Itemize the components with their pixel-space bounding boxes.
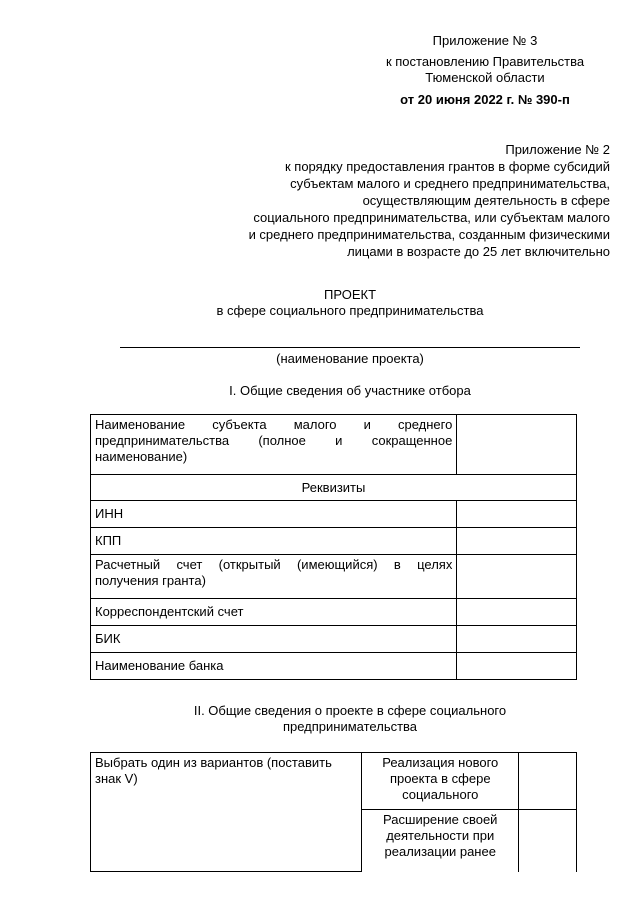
corr-account-value[interactable] bbox=[457, 599, 577, 626]
account-label: Расчетный счет (открытый (имеющийся) в целях получения гранта) bbox=[91, 555, 457, 599]
corr-account-label: Корреспондентский счет bbox=[91, 599, 457, 626]
kpp-label: КПП bbox=[91, 528, 457, 555]
project-title: ПРОЕКТ bbox=[323, 287, 377, 302]
option-new-project-checkbox[interactable] bbox=[519, 753, 577, 810]
bank-name-label: Наименование банка bbox=[91, 653, 457, 680]
appendix3-line1: к постановлению Правительства bbox=[385, 54, 585, 69]
appendix3-title: Приложение № 3 bbox=[432, 33, 538, 48]
appendix3-line2: Тюменской области bbox=[425, 70, 545, 85]
bank-name-value[interactable] bbox=[457, 653, 577, 680]
appendix3-date: от 20 июня 2022 г. № 390-п bbox=[400, 92, 570, 107]
account-value[interactable] bbox=[457, 555, 577, 599]
appendix2-line: и среднего предпринимательства, созданным физическими bbox=[248, 227, 610, 242]
choose-option-label: Выбрать один из вариантов (поставить знак V) bbox=[91, 753, 362, 872]
subject-name-value[interactable] bbox=[457, 415, 577, 475]
project-info-table bbox=[90, 752, 577, 872]
project-name-underline[interactable] bbox=[120, 347, 580, 348]
appendix2-line: осуществляющим деятельность в сфере bbox=[362, 193, 610, 208]
participant-info-table bbox=[90, 414, 577, 680]
bik-label: БИК bbox=[91, 626, 457, 653]
appendix2-block bbox=[180, 141, 610, 260]
section1-heading: I. Общие сведения об участнике отбора bbox=[229, 383, 471, 398]
requisites-header: Реквизиты bbox=[91, 475, 577, 501]
inn-label: ИНН bbox=[91, 501, 457, 528]
bik-value[interactable] bbox=[457, 626, 577, 653]
option-expansion: Расширение своей деятельности при реализации ранее bbox=[362, 810, 519, 872]
option-new-project: Реализация нового проекта в сфере социального bbox=[362, 753, 519, 810]
appendix2-line: социального предпринимательства, или субъектам малого bbox=[253, 210, 610, 225]
appendix2-line: субъектам малого и среднего предпринимательства, bbox=[290, 176, 610, 191]
inn-value[interactable] bbox=[457, 501, 577, 528]
project-name-caption: (наименование проекта) bbox=[276, 351, 424, 366]
appendix2-line: лицами в возрасте до 25 лет включительно bbox=[347, 244, 610, 259]
appendix2-line: к порядку предоставления грантов в форме субсидий bbox=[284, 159, 610, 174]
subject-name-label: Наименование субъекта малого и среднего предпринимательства (полное и сокращенное наименование) bbox=[91, 415, 457, 475]
appendix2-title: Приложение № 2 bbox=[505, 142, 610, 157]
project-subtitle: в сфере социального предпринимательства bbox=[216, 303, 484, 318]
section2-heading-line2: предпринимательства bbox=[282, 719, 418, 734]
section2-heading-line1: II. Общие сведения о проекте в сфере социального bbox=[193, 703, 507, 718]
kpp-value[interactable] bbox=[457, 528, 577, 555]
option-expansion-checkbox[interactable] bbox=[519, 810, 577, 872]
